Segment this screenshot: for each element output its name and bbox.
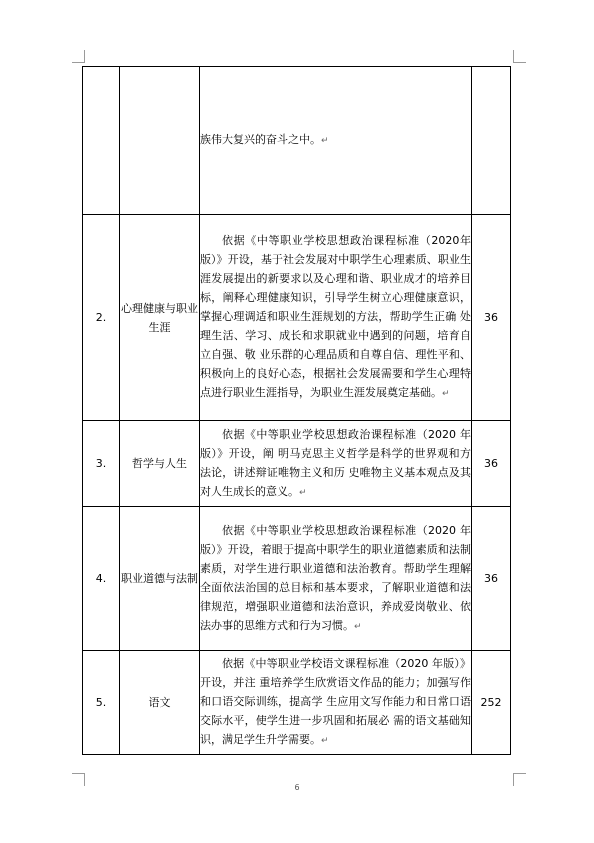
course-name: 语文 [120, 651, 200, 755]
paragraph-mark-icon: ↵ [321, 136, 329, 146]
course-description [200, 67, 472, 215]
crop-mark-top-left [72, 50, 85, 63]
table-row [83, 215, 511, 421]
course-description [200, 215, 472, 421]
crop-mark-top-right [513, 50, 526, 63]
course-description [200, 507, 472, 651]
description-text [200, 231, 471, 404]
row-number: 5. [83, 651, 120, 755]
table-row [83, 67, 511, 215]
description-text-content: 依据《中等职业学校语文课程标准（2020 年版）》开设，并注 重培养学生欣赏语文作品的能力；加强写作和口语交际训练，提高学 生应用文写作能力和日常口语交际水平，使学生进一步巩固和拓展必 需的语文基础知识，满足学生升学需要。 [200, 657, 471, 746]
row-number: 2. [83, 215, 120, 421]
paragraph-mark-icon: ↵ [321, 736, 329, 746]
description-text-content: 依据《中等职业学校思想政治课程标准（2020年版）》开设，基于社会发展对中职学生心理素质、职业生涯发展提出的新要求以及心理和谐、职业成才的培养目标，阐释心理健康知识，引导学生树立心理健康意识，掌握心理调适和职业生涯规划的方法，帮助学生正确 处理生活、学习、成长和求职就业中遇到的问题，培育自立自强、敬 业乐群的心理品质和自尊自信、理性平和、积极向上的良好心态，根据社会发展需要和学生心理特点进行职业生涯指导，为职业生涯发展奠定基础。 [200, 234, 471, 399]
course-name [120, 67, 200, 215]
paragraph-mark-icon: ↵ [299, 487, 307, 498]
description-text [200, 425, 471, 503]
page-number: 6 [294, 783, 300, 792]
course-table [82, 66, 511, 755]
description-text [200, 654, 471, 751]
course-description [200, 651, 472, 755]
course-name: 心理健康与职业生涯 [120, 215, 200, 421]
course-name: 哲学与人生 [120, 421, 200, 507]
paragraph-mark-icon: ↵ [354, 621, 362, 632]
description-text: 族伟大复兴的奋斗之中。 [200, 133, 321, 146]
course-hours: 36 [472, 507, 511, 651]
table-row [83, 421, 511, 507]
paragraph-mark-icon: ↵ [442, 389, 450, 399]
course-description [200, 421, 472, 507]
course-hours: 36 [472, 421, 511, 507]
description-text-content: 依据《中等职业学校思想政治课程标准（2020 年版）》开设，阐 明马克思主义哲学是科学的世界观和方法论，讲述辩证唯物主义和历 史唯物主义基本观点及其对人生成长的意义。 [200, 427, 471, 498]
description-text [200, 521, 471, 637]
table-row [83, 651, 511, 755]
row-number: 3. [83, 421, 120, 507]
course-hours: 252 [472, 651, 511, 755]
course-hours: 36 [472, 215, 511, 421]
course-name: 职业道德与法制 [120, 507, 200, 651]
row-number [83, 67, 120, 215]
course-hours [472, 67, 511, 215]
description-text-content: 依据《中等职业学校思想政治课程标准（2020 年版）》开设，着眼于提高中职学生的职业道德素质和法制素质，对学生进行职业道德和法治教育。帮助学生理解全面依法治国的总目标和基本要求，了解职业道德和法律规范，增强职业道德和法治意识，养成爱岗敬业、依法办事的思维方式和行为习惯。 [200, 523, 471, 632]
row-number: 4. [83, 507, 120, 651]
table-row [83, 507, 511, 651]
